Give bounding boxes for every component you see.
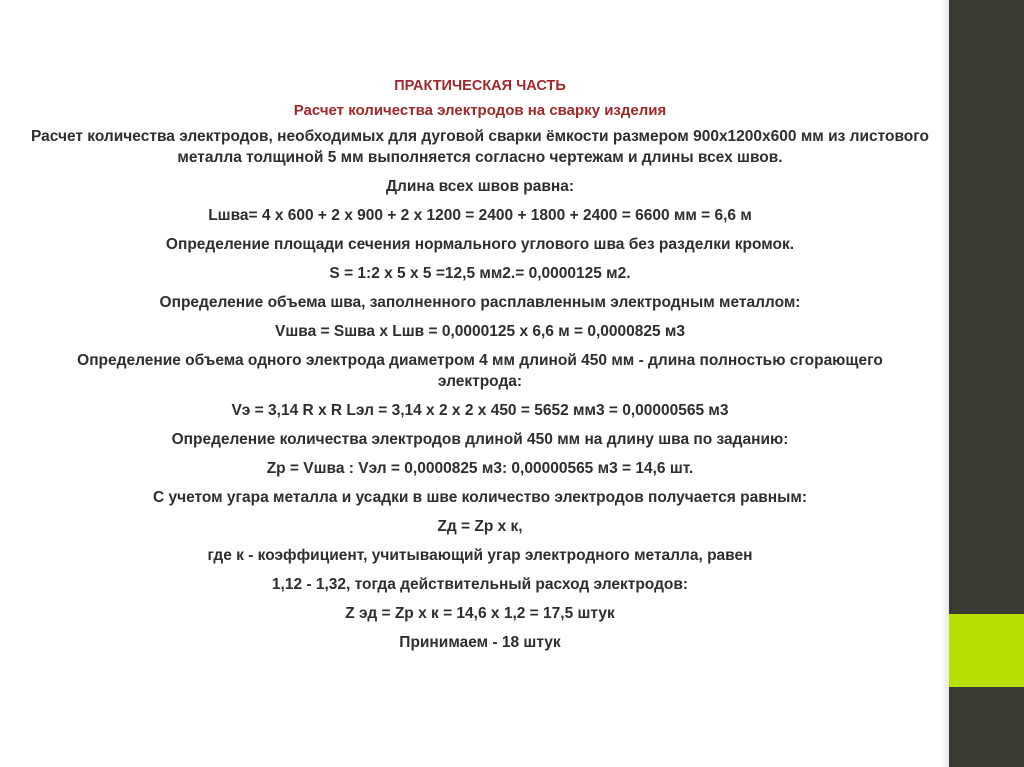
text-line: Определение площади сечения нормального углового шва без разделки кромок. [165,236,795,253]
text-line: Длина всех швов равна: [385,178,575,195]
formula-line: Zр = Vшва : Vэл = 0,0000825 м3: 0,00000565 м3 = 14,6 шт. [266,460,694,477]
document-title: ПРАКТИЧЕСКАЯ ЧАСТЬ [394,78,566,94]
conclusion-line: Принимаем - 18 штук [399,634,561,651]
sidebar-edge [940,0,949,767]
text-line: С учетом угара металла и усадки в шве количество электродов получается равным: [152,489,808,506]
intro-paragraph: Расчет количества электродов, необходимых для дуговой сварки ёмкости размером 900х1200х600 мм из листового металла толщиной 5 мм выполняется согласно чертежам и длины всех швов. [31,128,929,166]
sidebar-accent-block [949,614,1024,687]
formula-line: Zд = Zр х к, [437,518,523,535]
text-line: 1,12 - 1,32, тогда действительный расход электродов: [271,576,689,593]
text-line: где к - коэффициент, учитывающий угар электродного металла, равен [207,547,753,564]
document-body [20,76,940,661]
text-line: Определение объема одного электрода диаметром 4 мм длиной 450 мм - длина полностью сгорающего электрода: [77,352,883,390]
formula-line: Vшва = Sшва х Lшв = 0,0000125 х 6,6 м = 0,0000825 м3 [274,323,686,340]
document-subtitle: Расчет количества электродов на сварку изделия [293,102,667,119]
text-line: Определение количества электродов длиной 450 мм на длину шва по заданию: [171,431,789,448]
text-line: Определение объема шва, заполненного расплавленным электродным металлом: [159,294,801,311]
formula-line: Lшва= 4 х 600 + 2 х 900 + 2 х 1200 = 2400 + 1800 + 2400 = 6600 мм = 6,6 м [208,207,752,224]
formula-line: Z эд = Zр х к = 14,6 х 1,2 = 17,5 штук [345,605,615,622]
formula-line: S = 1:2 х 5 х 5 =12,5 мм2.= 0,0000125 м2. [329,265,631,282]
formula-line: Vэ = 3,14 R х R Lэл = 3,14 х 2 х 2 х 450 = 5652 мм3 = 0,00000565 м3 [231,402,729,419]
